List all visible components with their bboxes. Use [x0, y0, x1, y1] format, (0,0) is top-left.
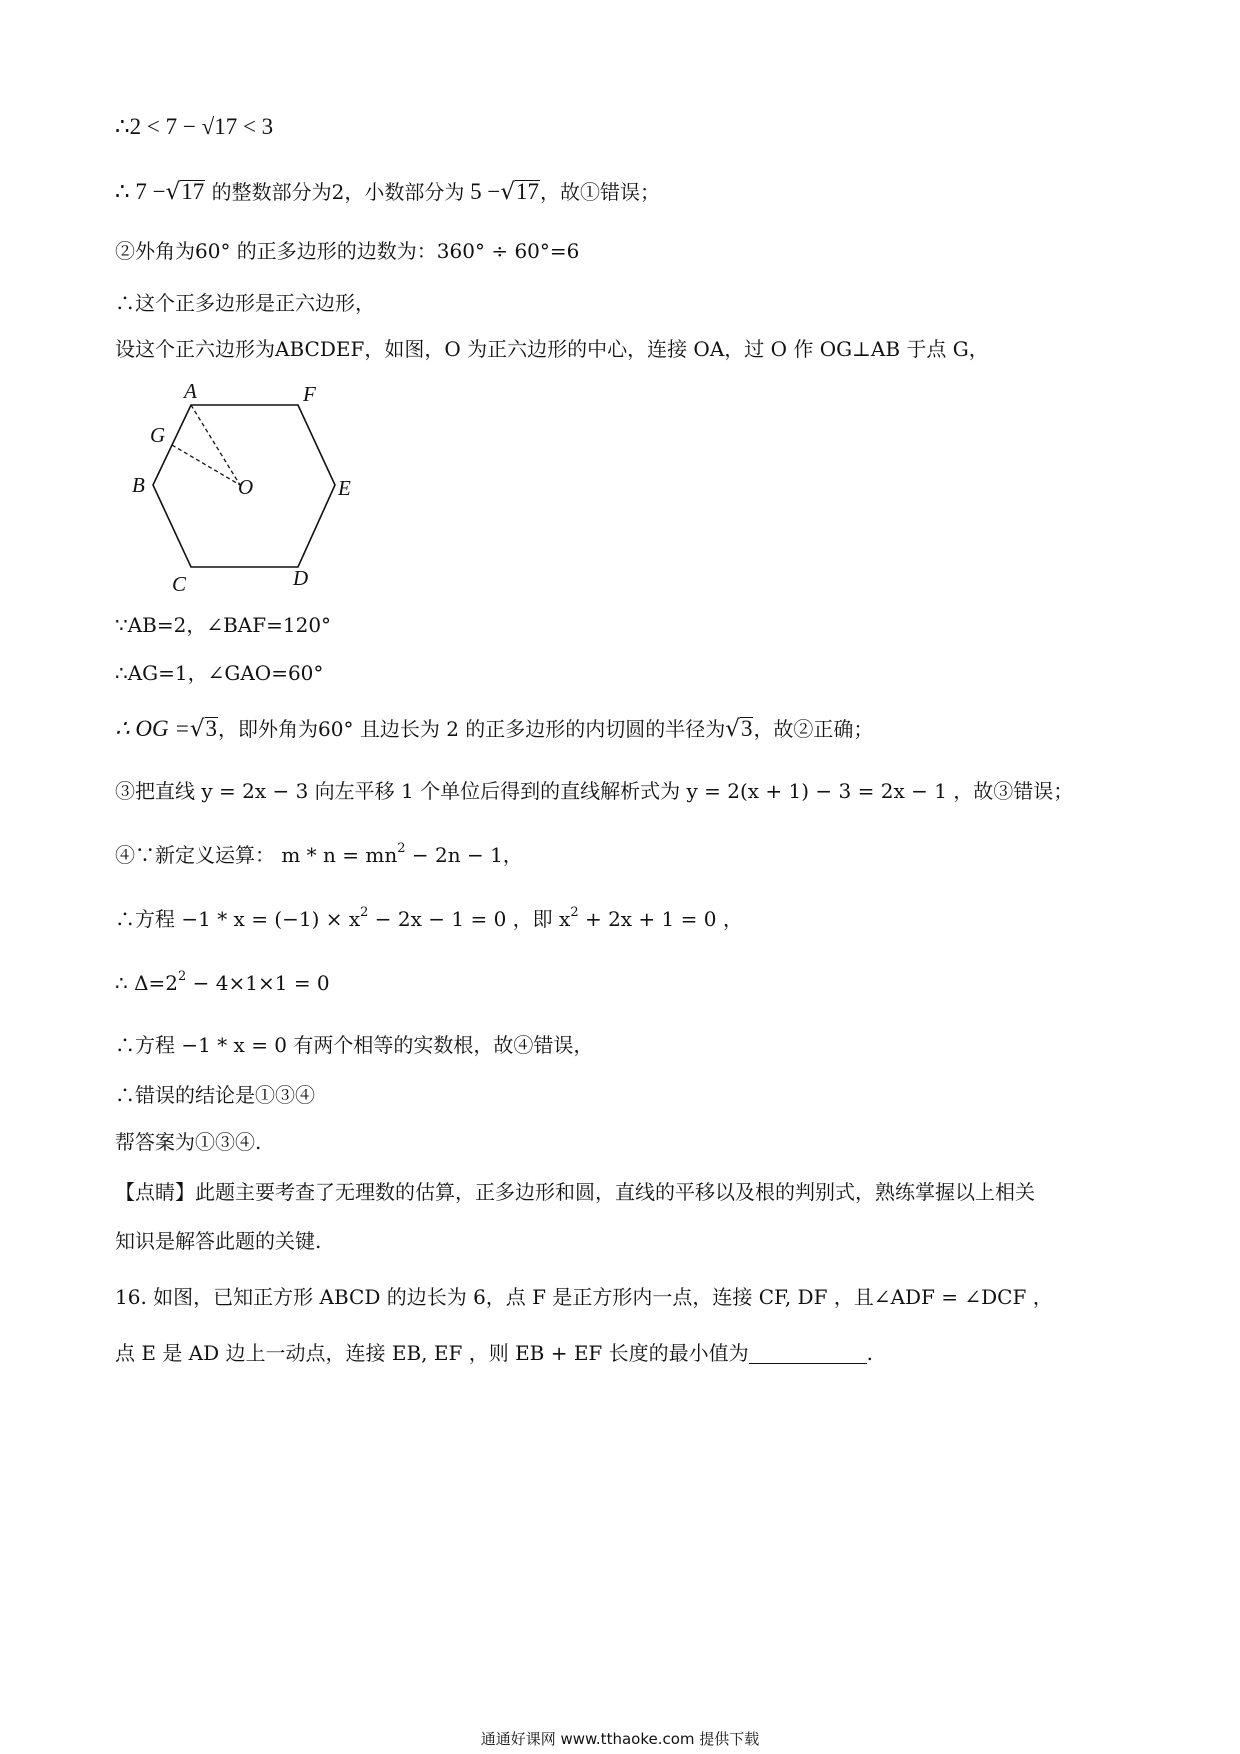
text: ，故①错误；	[540, 180, 660, 204]
label-c: C	[172, 572, 187, 595]
line-17	[115, 1226, 321, 1256]
label-b: B	[132, 473, 145, 497]
text: ④∵新定义运算： m * n = mn	[115, 843, 398, 867]
label-f: F	[303, 382, 316, 406]
radicand: 3	[205, 716, 218, 741]
line-16	[115, 1177, 1035, 1207]
text: .	[866, 1341, 874, 1365]
text: ∴ 7 −	[115, 179, 166, 204]
text: ∴错误的结论是①③④	[115, 1083, 315, 1107]
text: 5 −	[464, 179, 501, 204]
text: ∵AB=2，∠BAF=120°	[115, 613, 332, 637]
line-12	[115, 968, 330, 998]
line-11	[115, 904, 743, 934]
inequality-text: ∴2 < 7 − √17 < 3	[115, 114, 274, 139]
line-9	[115, 776, 1073, 806]
text: ∴方程 −1 * x = (−1) × x	[115, 907, 361, 931]
text: ∴AG=1，∠GAO=60°	[115, 661, 324, 685]
line-10	[115, 840, 523, 870]
line-15	[115, 1127, 261, 1157]
segment-og	[172, 445, 240, 485]
radicand: 17	[181, 179, 205, 204]
text: ②外角为60° 的正多边形的边数为：360° ÷ 60°=6	[115, 239, 580, 263]
superscript: 2	[570, 905, 579, 920]
radicand: 17	[516, 179, 539, 204]
label-e: E	[338, 476, 351, 500]
segment-oa	[191, 405, 240, 485]
text: ∴ OG =	[115, 716, 190, 741]
text: ∴方程 −1 * x = 0 有两个相等的实数根，故④错误，	[115, 1033, 594, 1057]
label-g: G	[150, 423, 166, 447]
line-7	[115, 658, 323, 688]
text: 帮答案为①③④.	[115, 1130, 262, 1154]
radical-sign: √	[500, 179, 515, 205]
radicand: 3	[740, 716, 753, 741]
line-3	[115, 236, 579, 266]
line-14	[115, 1080, 315, 1110]
line-4	[115, 288, 375, 318]
radical-sign: √	[189, 716, 205, 742]
label-d: D	[293, 566, 309, 590]
line-8	[115, 714, 873, 744]
text: 点 E 是 AD 边上一动点，连接 EB, EF ，则 EB + EF 长度的最小值为	[115, 1341, 749, 1365]
text: − 2n − 1，	[405, 843, 523, 867]
text: − 4×1×1 = 0	[186, 971, 330, 995]
text: 设这个正六边形为ABCDEF，如图，O 为正六边形的中心，连接 OA，过 O 作 OG⊥AB 于点 G，	[115, 337, 989, 361]
line-6	[115, 610, 331, 640]
line-18	[115, 1282, 1053, 1312]
text: ，即外角为60° 且边长为 2 的正多边形的内切圆的半径为	[218, 717, 726, 741]
radical-sign: √	[725, 716, 740, 742]
text: + 2x + 1 = 0 ，	[578, 907, 743, 931]
hexagon-diagram	[125, 380, 375, 595]
text: − 2x − 1 = 0 ，即 x	[368, 907, 571, 931]
text: ∴ Δ=2	[115, 971, 179, 995]
line-2	[115, 177, 660, 207]
radical-sign: √	[165, 179, 181, 205]
text: 16. 如图，已知正方形 ABCD 的边长为 6，点 F 是正方形内一点，连接 CF, DF ，且∠ADF = ∠DCF ，	[115, 1285, 1053, 1309]
text: 知识是解答此题的关键.	[115, 1229, 322, 1253]
line-19	[115, 1338, 873, 1368]
line-1	[115, 112, 273, 142]
text: ③把直线 y = 2x − 3 向左平移 1 个单位后得到的直线解析式为 y = 2(x + 1) − 3 = 2x − 1 ，故③错误；	[115, 779, 1074, 803]
answer-blank	[749, 1341, 867, 1364]
superscript: 2	[178, 969, 187, 984]
line-13	[115, 1030, 593, 1060]
page-footer: 通通好课网 www.tthaoke.com 提供下载	[480, 1730, 760, 1748]
text: ，故②正确；	[753, 717, 874, 741]
text: 【点睛】此题主要考查了无理数的估算，正多边形和圆，直线的平移以及根的判别式，熟练掌握以上相关	[115, 1180, 1035, 1204]
label-a: A	[184, 380, 197, 403]
text: ∴这个正多边形是正六边形，	[115, 291, 375, 315]
line-5	[115, 334, 989, 364]
label-o: O	[238, 475, 254, 499]
superscript: 2	[397, 841, 406, 856]
text: 的整数部分为2，小数部分为	[205, 180, 465, 204]
superscript: 2	[360, 905, 369, 920]
